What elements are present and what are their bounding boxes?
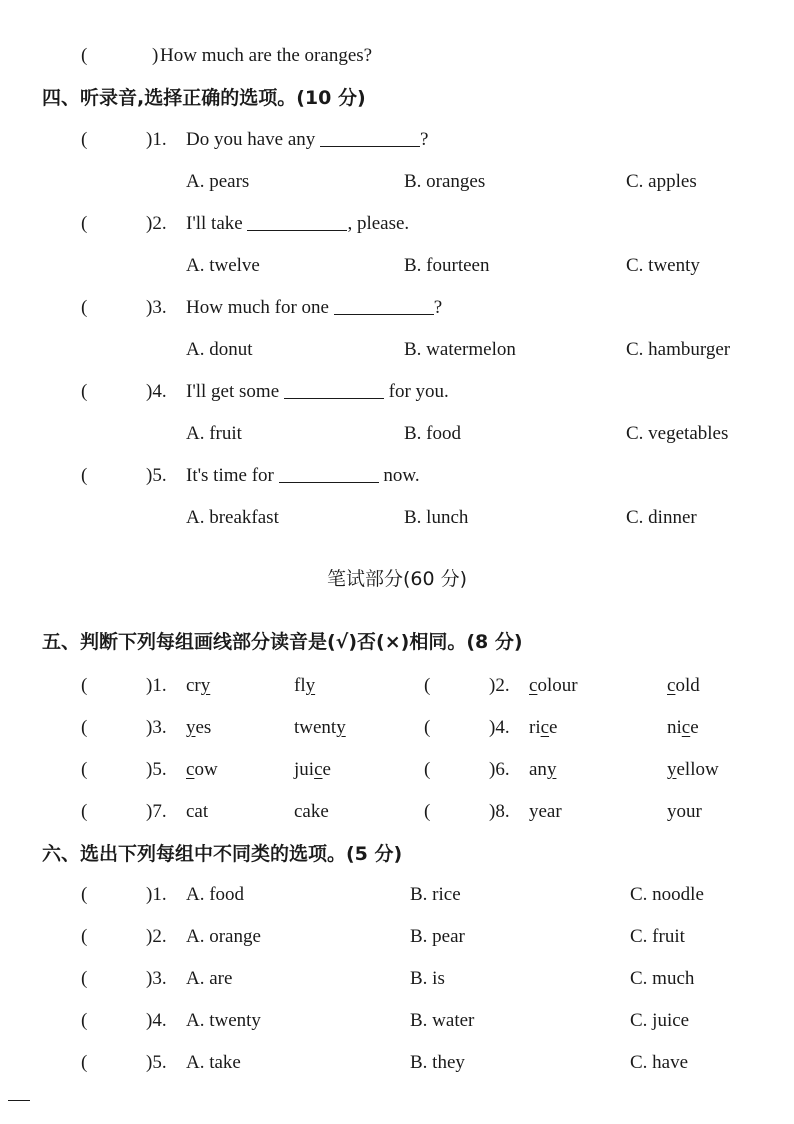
- question-number: )3.: [146, 968, 167, 989]
- word-2: yellow: [667, 759, 719, 780]
- question-text: [186, 377, 449, 407]
- written-section-heading: 笔试部分(60 分): [326, 568, 468, 590]
- option-c: C. have: [630, 1052, 689, 1073]
- s6-item-1: [0, 880, 794, 910]
- option-a: A. twenty: [186, 1010, 261, 1031]
- underlined-letter: c: [186, 759, 195, 780]
- s4-question-5: [0, 461, 794, 491]
- underlined-letter: y: [305, 675, 316, 696]
- answer-bracket[interactable]: (: [424, 801, 431, 822]
- s6-item-5: [0, 1048, 794, 1078]
- question-pre: Do you have any: [186, 129, 316, 150]
- section5-heading: 五、判断下列每组画线部分读音是(√)否(×)相同。(8 分): [42, 631, 523, 653]
- word-1: any: [529, 759, 557, 780]
- option-b: B. lunch: [404, 507, 469, 528]
- question-number: )5.: [146, 465, 167, 486]
- question-number: )8.: [489, 801, 510, 822]
- answer-bracket[interactable]: (: [81, 297, 88, 318]
- question-number: )4.: [489, 717, 510, 738]
- s4-question-4: [0, 377, 794, 407]
- question-number: )1.: [146, 129, 167, 150]
- answer-bracket[interactable]: (: [81, 926, 88, 947]
- word-1: colour: [529, 675, 578, 696]
- question-number: )7.: [146, 801, 167, 822]
- word-1: cat: [186, 801, 209, 822]
- underlined-letter: c: [681, 717, 691, 738]
- s6-item-3: [0, 964, 794, 994]
- answer-bracket[interactable]: (: [81, 45, 88, 66]
- answer-bracket[interactable]: (: [424, 717, 431, 738]
- underlined-letter: y: [336, 717, 346, 738]
- answer-bracket[interactable]: (: [424, 675, 431, 696]
- word-1: cow: [186, 759, 218, 780]
- underlined-letter: c: [540, 717, 550, 738]
- answer-bracket[interactable]: (: [81, 675, 88, 696]
- fill-blank[interactable]: [247, 212, 347, 231]
- option-c: C. noodle: [630, 884, 704, 905]
- option-c: C. dinner: [626, 507, 697, 528]
- word-1: year: [529, 801, 562, 822]
- option-c: C. fruit: [630, 926, 685, 947]
- option-a: A. food: [186, 884, 245, 905]
- option-b: B. oranges: [404, 171, 486, 192]
- question-number: )3.: [146, 717, 167, 738]
- option-b: B. rice: [410, 884, 461, 905]
- underlined-letter: y: [667, 759, 677, 780]
- answer-bracket[interactable]: (: [81, 1052, 88, 1073]
- fill-blank[interactable]: [279, 464, 379, 483]
- question-text: [186, 293, 442, 323]
- answer-bracket[interactable]: (: [81, 129, 88, 150]
- question-pre: It's time for: [186, 465, 274, 486]
- answer-bracket[interactable]: (: [81, 968, 88, 989]
- underlined-letter: c: [314, 759, 323, 780]
- option-a: A. are: [186, 968, 233, 989]
- s6-item-2: [0, 922, 794, 952]
- option-a: A. twelve: [186, 255, 260, 276]
- footer-rule: [8, 1100, 30, 1101]
- question-number: )4.: [146, 381, 167, 402]
- fill-blank[interactable]: [284, 380, 384, 399]
- s5-row-3: [0, 755, 794, 785]
- option-b: B. watermelon: [404, 339, 516, 360]
- option-a: A. breakfast: [186, 507, 279, 528]
- option-c: C. much: [630, 968, 695, 989]
- answer-bracket[interactable]: (: [81, 884, 88, 905]
- question-number: )5.: [146, 759, 167, 780]
- option-b: B. food: [404, 423, 461, 444]
- question-number: )3.: [146, 297, 167, 318]
- answer-bracket[interactable]: (: [424, 759, 431, 780]
- section6-heading: 六、选出下列每组中不同类的选项。(5 分): [42, 843, 403, 865]
- s4-options-2: [0, 251, 794, 281]
- option-b: B. fourteen: [404, 255, 490, 276]
- answer-bracket[interactable]: (: [81, 759, 88, 780]
- question-post: now.: [383, 465, 420, 486]
- answer-bracket[interactable]: (: [81, 381, 88, 402]
- option-a: A. take: [186, 1052, 241, 1073]
- option-a: A. fruit: [186, 423, 242, 444]
- s4-options-3: [0, 335, 794, 365]
- answer-bracket[interactable]: (: [81, 465, 88, 486]
- section4-heading: 四、听录音,选择正确的选项。(10 分): [42, 87, 366, 109]
- option-c: C. juice: [630, 1010, 690, 1031]
- option-a: A. orange: [186, 926, 261, 947]
- answer-bracket[interactable]: (: [81, 1010, 88, 1031]
- option-c: C. twenty: [626, 255, 700, 276]
- answer-bracket[interactable]: (: [81, 801, 88, 822]
- s4-options-4: [0, 419, 794, 449]
- question-number: )2.: [146, 213, 167, 234]
- question-post: for you.: [388, 381, 449, 402]
- word-2: cake: [294, 801, 329, 822]
- question-number: )6.: [489, 759, 510, 780]
- question-text: [186, 125, 428, 155]
- s5-row-1: [0, 671, 794, 701]
- underlined-letter: c: [529, 675, 538, 696]
- top-item-close: ): [152, 45, 159, 66]
- word-2: cold: [667, 675, 700, 696]
- option-a: A. donut: [186, 339, 253, 360]
- question-number: )1.: [146, 675, 167, 696]
- word-2: your: [667, 801, 702, 822]
- word-2: nice: [667, 717, 699, 738]
- word-1: rice: [529, 717, 558, 738]
- answer-bracket[interactable]: (: [81, 213, 88, 234]
- option-c: C. vegetables: [626, 423, 729, 444]
- question-post: ?: [420, 129, 429, 150]
- underlined-letter: y: [186, 717, 196, 738]
- top-item: [0, 41, 794, 71]
- word-1: cry: [186, 675, 211, 696]
- word-2: twenty: [294, 717, 346, 738]
- question-number: )1.: [146, 884, 167, 905]
- s5-row-2: [0, 713, 794, 743]
- option-b: B. is: [410, 968, 445, 989]
- question-post: , please.: [347, 213, 410, 234]
- s4-options-5: [0, 503, 794, 533]
- question-pre: I'll get some: [186, 381, 280, 402]
- question-pre: I'll take: [186, 213, 243, 234]
- s5-row-4: [0, 797, 794, 827]
- option-b: B. pear: [410, 926, 465, 947]
- word-1: yes: [186, 717, 212, 738]
- word-2: fly: [294, 675, 316, 696]
- s4-question-3: [0, 293, 794, 323]
- option-b: B. water: [410, 1010, 475, 1031]
- option-c: C. apples: [626, 171, 697, 192]
- answer-bracket[interactable]: (: [81, 717, 88, 738]
- option-c: C. hamburger: [626, 339, 731, 360]
- s4-options-1: [0, 167, 794, 197]
- question-pre: How much for one: [186, 297, 329, 318]
- fill-blank[interactable]: [320, 128, 420, 147]
- option-b: B. they: [410, 1052, 465, 1073]
- question-text: [186, 461, 420, 491]
- fill-blank[interactable]: [334, 296, 434, 315]
- underlined-letter: y: [200, 675, 211, 696]
- question-post: ?: [433, 297, 443, 318]
- s4-question-1: [0, 125, 794, 155]
- question-number: )5.: [146, 1052, 167, 1073]
- s4-question-2: [0, 209, 794, 239]
- underlined-letter: c: [667, 675, 676, 696]
- word-2: juice: [294, 759, 331, 780]
- option-a: A. pears: [186, 171, 250, 192]
- question-number: )4.: [146, 1010, 167, 1031]
- question-text: [186, 209, 409, 239]
- question-number: )2.: [146, 926, 167, 947]
- s6-item-4: [0, 1006, 794, 1036]
- top-item-text: How much are the oranges?: [160, 45, 373, 66]
- underlined-letter: y: [546, 759, 557, 780]
- question-number: )2.: [489, 675, 510, 696]
